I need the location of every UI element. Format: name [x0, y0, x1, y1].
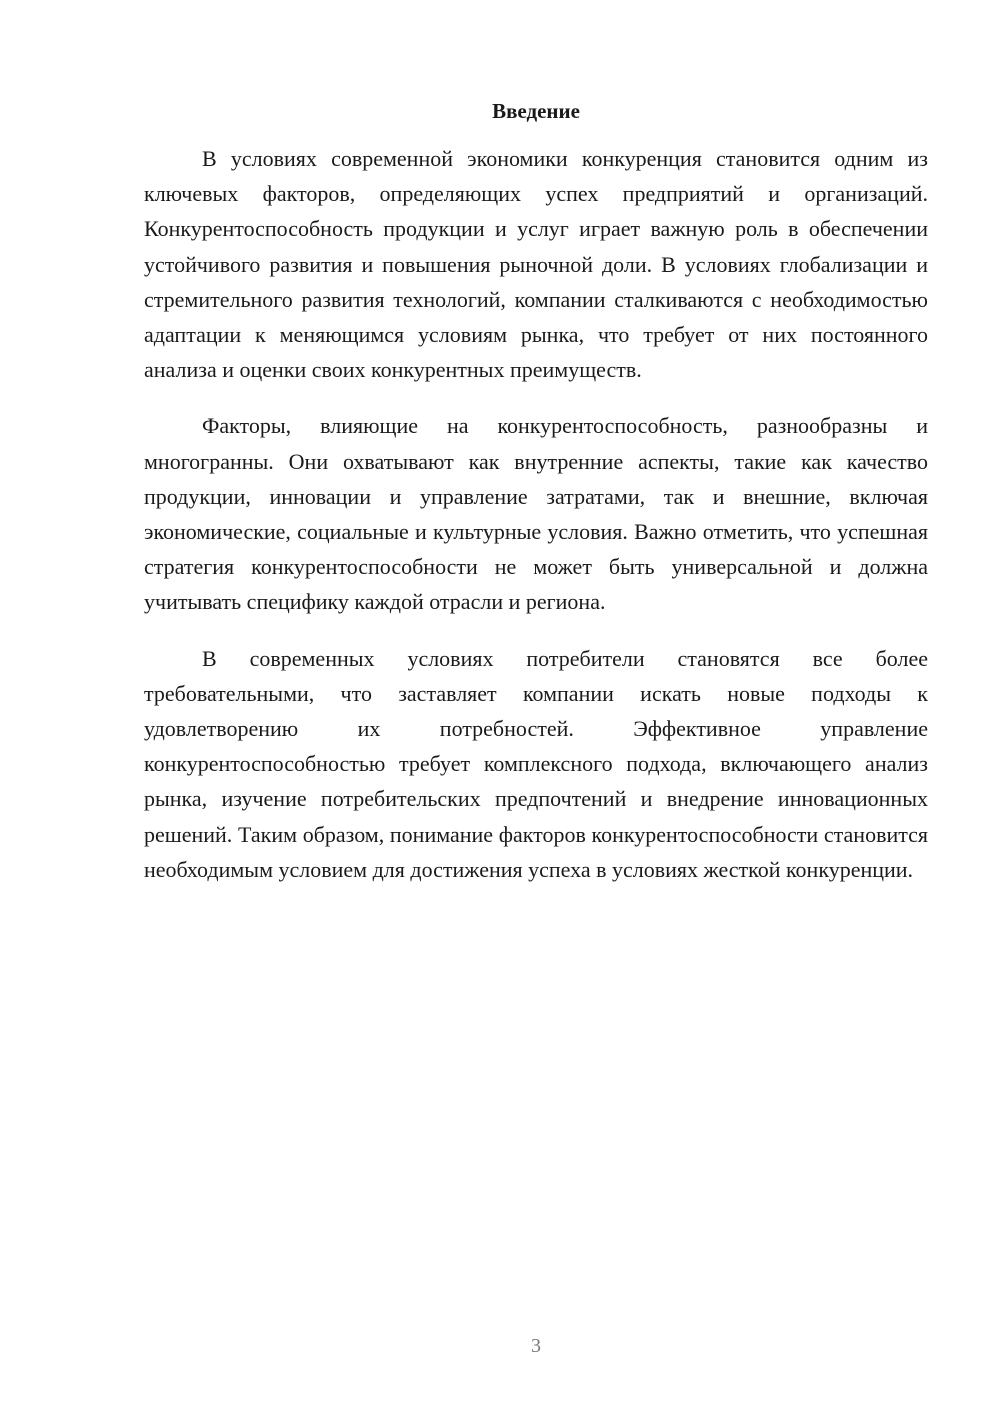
body-text	[144, 141, 928, 887]
paragraph-2: Факторы, влияющие на конкурентоспособность, разнообразны и многогранны. Они охватывают как внутренние аспекты, такие как качество продукции, инновации и управление затратами, так и внешние, включая экономические, социальные и культурные условия. Важно отметить, что успешная стратегия конкурентоспособности не может быть универсальной и должна учитывать специфику каждой отрасли и региона.	[144, 413, 928, 615]
paragraph-3: В современных условиях потребители становятся все более требовательными, что заставляет компании искать новые подходы к удовлетворению их потребностей. Эффективное управление конкурентоспособностью требует комплексного подхода, включающего анализ рынка, изучение потребительских предпочтений и внедрение инновационных решений. Таким образом, понимание факторов конкурентоспособности становится необходимым условием для достижения успеха в условиях жесткой конкуренции.	[144, 645, 928, 882]
section-title: Введение	[492, 99, 580, 123]
paragraph-1: В условиях современной экономики конкуренция становится одним из ключевых факторов, определяющих успех предприятий и организаций. Конкурентоспособность продукции и услуг играет важную роль в обеспечении устойчивого развития и повышения рыночной доли. В условиях глобализации и стремительного развития технологий, компании сталкиваются с необходимостью адаптации к меняющимся условиям рынка, что требует от них постоянного анализа и оценки своих конкурентных преимуществ.	[144, 146, 928, 383]
page-number: 3	[531, 1335, 541, 1357]
